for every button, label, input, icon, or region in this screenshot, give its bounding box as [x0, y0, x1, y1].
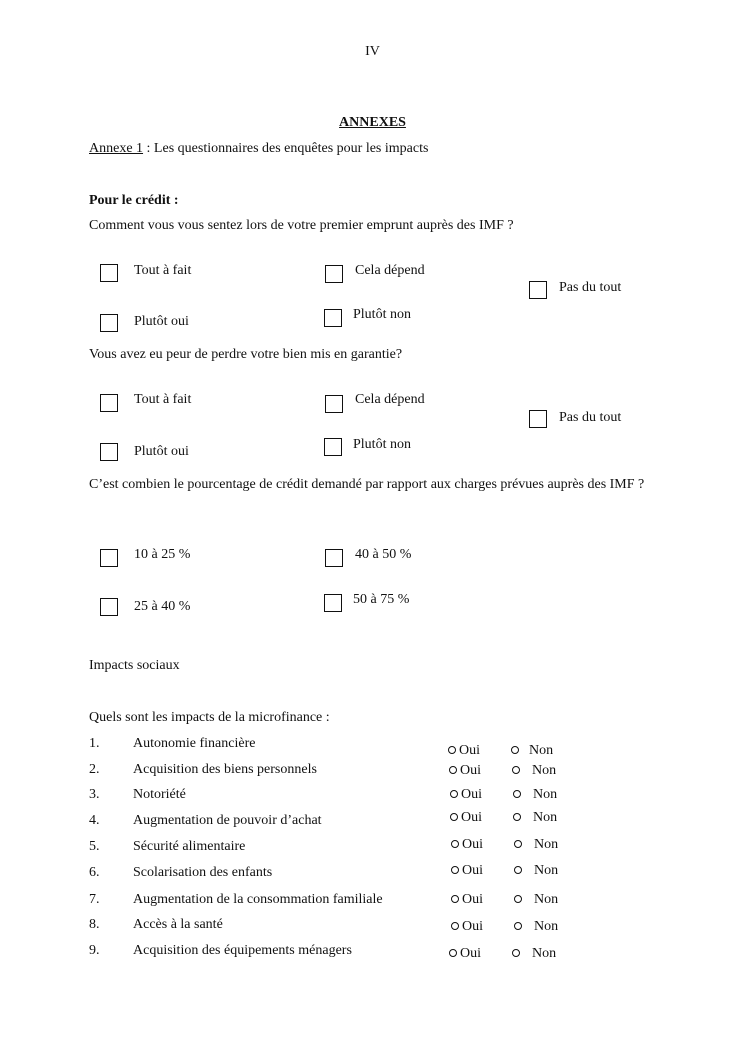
radio-circle-icon	[448, 746, 456, 754]
q2-checkbox-cela-depend[interactable]	[325, 395, 343, 413]
page-title: ANNEXES	[339, 115, 406, 130]
impact-oui-option[interactable]: Oui	[448, 743, 480, 759]
impact-label: Scolarisation des enfants	[133, 865, 273, 880]
q1-option-label: Pas du tout	[559, 280, 622, 295]
q2-checkbox-plutot-oui[interactable]	[100, 443, 118, 461]
question-1-text: Comment vous vous sentez lors de votre premier emprunt auprès des IMF ?	[89, 218, 514, 233]
impact-label: Acquisition des équipements ménagers	[133, 943, 352, 958]
impact-number: 9.	[89, 943, 100, 958]
annex-label: Annexe 1	[89, 141, 144, 156]
radio-circle-icon	[449, 949, 457, 957]
q3-checkbox-10-25[interactable]	[100, 549, 118, 567]
impact-number: 7.	[89, 892, 100, 907]
radio-circle-icon	[512, 949, 520, 957]
impact-number: 6.	[89, 865, 100, 880]
impact-number: 8.	[89, 917, 100, 932]
impact-non-option[interactable]: Non	[514, 892, 558, 908]
impact-label: Augmentation de la consommation familiale	[133, 892, 383, 907]
impact-non-option[interactable]: Non	[514, 863, 558, 879]
q1-checkbox-plutot-oui[interactable]	[100, 314, 118, 332]
impact-oui-option[interactable]: Oui	[451, 892, 483, 908]
page-number: IV	[365, 44, 380, 59]
radio-circle-icon	[514, 840, 522, 848]
q3-checkbox-25-40[interactable]	[100, 598, 118, 616]
q2-option-label: Plutôt non	[353, 437, 411, 452]
q2-checkbox-plutot-non[interactable]	[324, 438, 342, 456]
impact-number: 2.	[89, 762, 100, 777]
q1-option-label: Cela dépend	[355, 263, 425, 278]
impacts-question: Quels sont les impacts de la microfinance :	[89, 710, 330, 725]
impact-non-option[interactable]: Non	[513, 787, 557, 803]
q1-option-label: Plutôt non	[353, 307, 411, 322]
q2-option-label: Cela dépend	[355, 392, 425, 407]
radio-circle-icon	[514, 922, 522, 930]
q3-checkbox-40-50[interactable]	[325, 549, 343, 567]
q3-option-label: 25 à 40 %	[134, 599, 191, 614]
impact-non-option[interactable]: Non	[512, 946, 556, 962]
impact-non-option[interactable]: Non	[512, 763, 556, 779]
impact-oui-option[interactable]: Oui	[449, 946, 481, 962]
impact-label: Sécurité alimentaire	[133, 839, 246, 854]
q3-option-label: 40 à 50 %	[355, 547, 412, 562]
annex-text: : Les questionnaires des enquêtes pour les impacts	[143, 141, 429, 156]
q3-option-label: 50 à 75 %	[353, 592, 410, 607]
social-heading: Impacts sociaux	[89, 658, 180, 673]
radio-circle-icon	[449, 766, 457, 774]
question-3-text: C’est combien le pourcentage de crédit demandé par rapport aux charges prévues auprès des IMF ?	[89, 477, 645, 492]
q2-option-label: Pas du tout	[559, 410, 622, 425]
radio-circle-icon	[451, 922, 459, 930]
question-2-text: Vous avez eu peur de perdre votre bien mis en garantie?	[89, 347, 403, 362]
q3-checkbox-50-75[interactable]	[324, 594, 342, 612]
impact-oui-option[interactable]: Oui	[450, 810, 482, 826]
impact-non-option[interactable]: Non	[511, 743, 553, 759]
impact-label: Accès à la santé	[133, 917, 223, 932]
impact-non-option[interactable]: Non	[513, 810, 557, 826]
impact-label: Acquisition des biens personnels	[133, 762, 317, 777]
impact-oui-option[interactable]: Oui	[451, 919, 483, 935]
impact-oui-option[interactable]: Oui	[449, 763, 481, 779]
q1-checkbox-pas-du-tout[interactable]	[529, 281, 547, 299]
impact-non-option[interactable]: Non	[514, 919, 558, 935]
impact-label: Autonomie financière	[133, 736, 256, 751]
credit-heading: Pour le crédit :	[89, 193, 179, 208]
radio-circle-icon	[451, 840, 459, 848]
impact-number: 4.	[89, 813, 100, 828]
annex-line	[89, 141, 428, 157]
radio-circle-icon	[451, 895, 459, 903]
impact-number: 1.	[89, 736, 100, 751]
radio-circle-icon	[514, 895, 522, 903]
q1-checkbox-cela-depend[interactable]	[325, 265, 343, 283]
impact-non-option[interactable]: Non	[514, 837, 558, 853]
q3-option-label: 10 à 25 %	[134, 547, 191, 562]
q2-checkbox-tout-a-fait[interactable]	[100, 394, 118, 412]
radio-circle-icon	[514, 866, 522, 874]
q1-checkbox-tout-a-fait[interactable]	[100, 264, 118, 282]
impact-label: Notoriété	[133, 787, 186, 802]
radio-circle-icon	[513, 813, 521, 821]
radio-circle-icon	[450, 790, 458, 798]
radio-circle-icon	[451, 866, 459, 874]
q1-option-label: Plutôt oui	[134, 314, 189, 329]
q2-checkbox-pas-du-tout[interactable]	[529, 410, 547, 428]
radio-circle-icon	[450, 813, 458, 821]
impact-oui-option[interactable]: Oui	[451, 837, 483, 853]
q2-option-label: Tout à fait	[134, 392, 192, 407]
impact-oui-option[interactable]: Oui	[450, 787, 482, 803]
impact-oui-option[interactable]: Oui	[451, 863, 483, 879]
q1-option-label: Tout à fait	[134, 263, 192, 278]
q2-option-label: Plutôt oui	[134, 444, 189, 459]
impact-number: 5.	[89, 839, 100, 854]
impact-number: 3.	[89, 787, 100, 802]
radio-circle-icon	[511, 746, 519, 754]
radio-circle-icon	[513, 790, 521, 798]
q1-checkbox-plutot-non[interactable]	[324, 309, 342, 327]
impact-label: Augmentation de pouvoir d’achat	[133, 813, 322, 828]
radio-circle-icon	[512, 766, 520, 774]
